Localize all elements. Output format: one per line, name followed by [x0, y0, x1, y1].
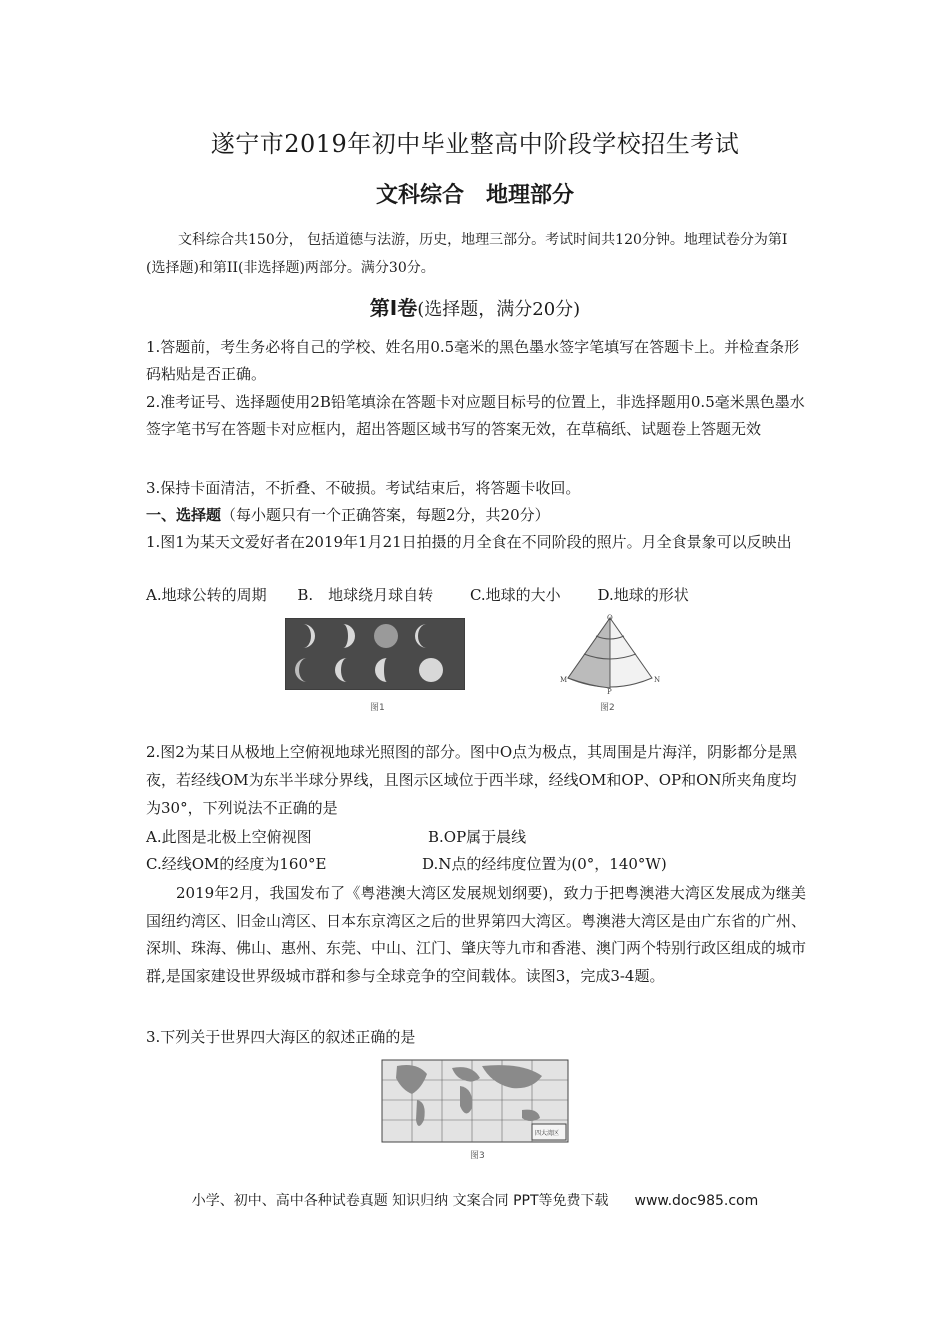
passage-greater-bay-area: 2019年2月，我国发布了《粤港澳大湾区发展规划纲要)，致力于把粤澳港大湾区发展成为继美国纽约湾区、旧金山湾区、日本东京湾区之后的世界第四大湾区。粤澳港大湾区是由广东省的广州、深圳、珠海、佛山、惠州、东莞、中山、江门、肇庆等九市和香港、澳门两个特别行政区组成的城市群,是国家建设世界级城市群和参与全球竞争的空间载体。读图3，完成3-4题。 — [146, 884, 807, 985]
figure-2-polar-sector — [560, 614, 660, 694]
fig3-legend: 四大湾区 — [535, 1130, 560, 1137]
instruction-1: 1.答题前，考生务必将自己的学校、姓名用0.5毫米的黑色墨水签字笔填写在答题卡上。并检查条形码粘贴是否正确。 — [146, 338, 800, 383]
instruction-2: 2.准考证号、选择题使用2B铅笔填涂在答题卡对应题目标号的位置上，非选择题用0.5毫米黑色墨水签字笔书写在答题卡对应框内，超出答题区域书写的答案无效，在草稿纸、试题卷上答题无效 — [146, 393, 805, 438]
figure-3-world-map — [372, 1054, 572, 1146]
figure-1-eclipse-photos — [285, 618, 465, 690]
q1-option-b: B. 地球绕月球自转 — [297, 586, 434, 604]
exam-title: 遂宁市2019年初中毕业整高中阶段学校招生考试 — [210, 130, 740, 158]
q1-stem: 1.图1为某天文爱好者在2019年1月21日拍摄的月全食在不同阶段的照片。月全食景象可以反映出 — [146, 533, 792, 551]
footer-url[interactable]: www.doc985.com — [634, 1193, 759, 1209]
volume-rest: (选择题，满分20分) — [417, 299, 581, 320]
q1-option-d: D.地球的形状 — [597, 586, 689, 604]
q2-option-d: D.N点的经纬度位置为(0°，140°W) — [422, 855, 667, 873]
volume-heading — [0, 292, 950, 321]
q1-option-c: C.地球的大小 — [469, 586, 561, 604]
q2-option-a: A.此图是北极上空俯视图 — [146, 828, 312, 846]
fig2-label-o: O — [607, 614, 613, 622]
q1-option-a: A.地球公转的周期 — [146, 586, 267, 604]
q2-option-c: C.经线OM的经度为160°E — [146, 855, 327, 873]
footer-text: 小学、初中、高中各种试卷真题 知识归纳 文案合同 PPT等免费下载 — [191, 1193, 609, 1209]
instruction-3: 3.保持卡面清洁，不折叠、不破损。考试结束后，将答题卡收回。 — [146, 479, 581, 497]
section-note: （每小题只有一个正确答案，每题2分，共20分） — [221, 506, 550, 524]
page-footer — [0, 1190, 950, 1210]
volume-bold: 第Ⅰ卷 — [369, 296, 418, 320]
fig2-label-m: M — [560, 676, 568, 684]
q2-stem: 2.图2为某日从极地上空俯视地球光照图的部分。图中O点为极点，其周围是片海洋，阴影都分是黑夜，若经线OM为东半半球分界线，且图示区域位于西半球，经线OM和OP、OP和ON所夹角度均为30°，下列说法不正确的是 — [146, 743, 798, 817]
exam-intro: 文科综合共150分， 包括道德与法游，历史，地理三部分。考试时间共120分钟。地理试卷分为第Ⅰ (选择题)和第II(非选择题)两部分。满分30分。 — [146, 232, 788, 276]
fig2-label-n: N — [654, 676, 660, 684]
q3-stem: 3.下列关于世界四大海区的叙述正确的是 — [146, 1028, 416, 1046]
q2-option-b: B.OP属于晨线 — [428, 828, 527, 846]
section-title: 一、选择题 — [146, 506, 222, 524]
figure-2-caption: 图2 — [600, 703, 615, 713]
figure-1-caption: 图1 — [370, 703, 385, 713]
fig2-label-p: P — [607, 688, 612, 694]
figure-3-caption: 图3 — [470, 1151, 485, 1161]
exam-subtitle: 文科综合 地理部分 — [375, 183, 574, 208]
q1-options — [146, 584, 846, 605]
section-heading — [146, 502, 806, 529]
